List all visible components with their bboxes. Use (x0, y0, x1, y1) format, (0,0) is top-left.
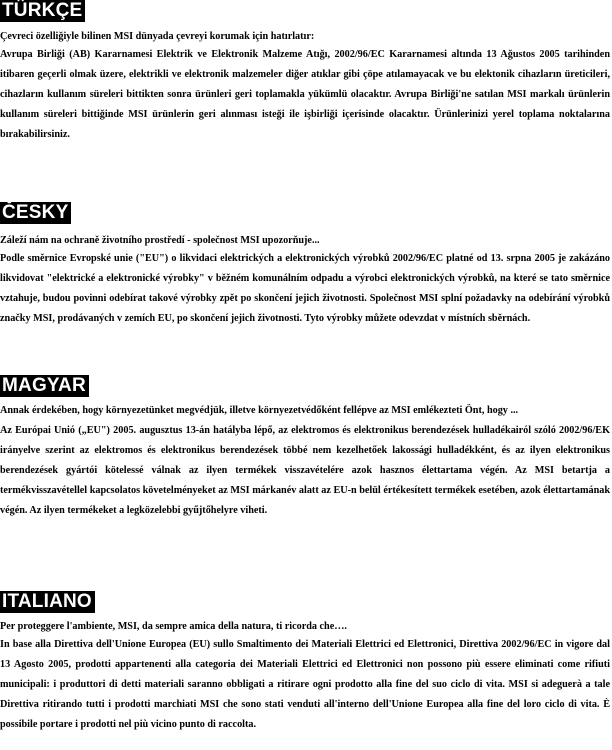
section-intro-hungarian: Annak érdekében, hogy környezetünket megvédjük, illetve környezetvédőként fellépve az MSI emlékezteti Önt, hogy ... (0, 405, 519, 416)
section-intro-turkish: Çevreci özelliğiyle bilinen MSI dünyada çevreyi korumak için hatırlatır: (0, 31, 315, 42)
section-hungarian (0, 375, 612, 521)
section-czech (0, 202, 612, 329)
section-body-turkish: Avrupa Birliği (AB) Kararnamesi Elektrik ve Elektronik Malzeme Atığı, 2002/96/EC Kararnamesi altında 13 Ağustos 2005 tarihinden itibaren geçerli olmak üzere, elektrikli ve elektronik malzemeler diğer atıklar gibi çöpe atılamayacak ve bu elektonik cihazların üreticileri, cihazların kullanım süreleri bittikten sonra ürünleri geri toplamakla yükümlü olacaktır. Avrupa Birliği'ne satılan MSI markalı ürünlerin kullanım süreleri bittiğinde MSI ürünlerin geri alınması isteği ile işbirliği içerisinde olacaktır. Ürünlerinizi yerel toplama noktalarına bırakabilirsiniz. (0, 49, 610, 140)
section-intro-italian: Per proteggere l'ambiente, MSI, da sempre amica della natura, ti ricorda che…. (0, 621, 347, 632)
section-title-turkish: TÜRKÇE (0, 0, 85, 22)
section-italian (0, 591, 612, 735)
section-turkish (0, 0, 612, 145)
section-intro-czech: Záleží nám na ochraně životního prostředí - společnost MSI upozorňuje... (0, 235, 320, 246)
section-body-czech: Podle směrnice Evropské unie ("EU") o likvidaci elektrických a elektronických výrobků 2002/96/EC platné od 13. srpna 2005 je zakázáno likvidovat "elektrické a elektronické výrobky" v běžném komunálním odpadu a výrobci elektronických výrobků, na které se tato směrnice vztahuje, budou povinni odebírat takové výrobky zpět po skončení jejich životnosti. Společnost MSI splní požadavky na odebírání výrobků značky MSI, prodávaných v zemích EU, po skončení jejich životnosti. Tyto výrobky můžete odevzdat v místních sběrnách. (0, 253, 610, 324)
section-title-hungarian: MAGYAR (0, 375, 89, 397)
section-body-hungarian: Az Európai Unió („EU") 2005. augusztus 13-án hatályba lépő, az elektromos és elektronikus berendezések hulladékairól szóló 2002/96/EK irányelve szerint az elektromos és elektronikus berendezések többé nem kezelhetőek lakossági hulladékként, és az ilyen elektronikus berendezések gyártói kötelessé válnak az ilyen termékek visszavételére azok hasznos élettartama végén. Az MSI betartja a termékvisszavétellel kapcsolatos követelményeket az MSI márkanév alatt az EU-n belül értékesített termékek esetében, azok élettartamának végén. Az ilyen termékeket a legközelebbi gyűjtőhelyre viheti. (0, 425, 610, 516)
section-title-italian: ITALIANO (0, 591, 95, 613)
section-body-italian: In base alla Direttiva dell'Unione Europea (EU) sullo Smaltimento dei Materiali Elettrici ed Elettronici, Direttiva 2002/96/EC in vigore dal 13 Agosto 2005, prodotti appartenenti alla categoria dei Materiali Elettrici ed Elettronici non possono più essere eliminati come rifiuti municipali: i produttori di detti materiali saranno obbligati a ritirare ogni prodotto alla fine del suo ciclo di vita. MSI si adeguerà a tale Direttiva ritirando tutti i prodotti marchiati MSI che sono stati venduti all'interno dell'Unione Europea alla fine del loro ciclo di vita. È possibile portare i prodotti nel più vicino punto di raccolta. (0, 639, 610, 730)
section-title-czech: ČESKY (0, 202, 71, 224)
